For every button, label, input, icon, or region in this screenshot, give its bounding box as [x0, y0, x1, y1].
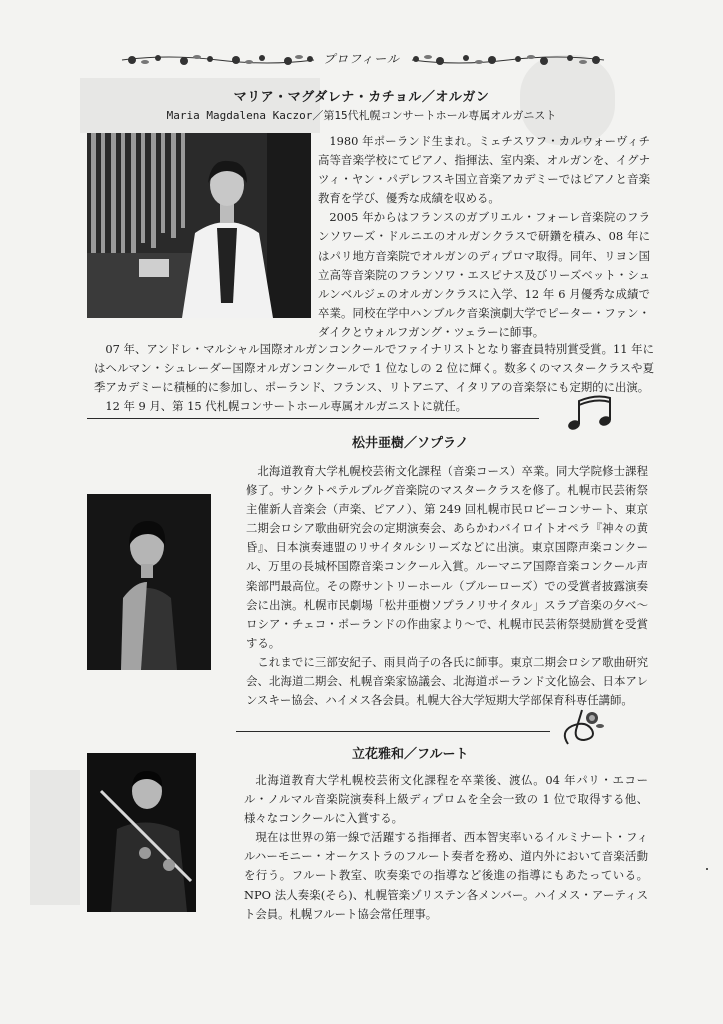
section-divider	[87, 418, 539, 419]
bio-paragraph: これまでに三部安紀子、雨貝尚子の各氏に師事。東京二期会ロシア歌曲研究会、北海道二期会、札幌音楽家協議会、北海道ポーランド文化協会、日本アレンスキー協会、ハイメス各会員。札幌大谷大学短期大学部保育科専任講師。	[246, 654, 648, 708]
profile-2-name: 松井亜樹／ソプラノ	[352, 436, 469, 451]
profile-3-photo	[87, 753, 196, 912]
music-notes-icon	[566, 392, 616, 434]
profile-3-bio	[244, 771, 648, 924]
bio-paragraph: 2005 年からはフランスのガブリエル・フォーレ音楽院のフランソワーズ・ドルニエのオルガンクラスで研鑽を積み、08 年にはパリ地方音楽院でオルガンのディプロマ取得。同年、リヨン国立高等音楽院のフランソワ・エスピナス及びリーズベット・シュルンベルジェのオルガンクラスに入学、12 年 6 月優秀な成績で卒業。同校在学中ハンブルク音楽演劇大学でピーター・ファン・ダイクとウォルフガング・ツェラーに師事。	[318, 210, 650, 339]
profile-1-photo	[87, 133, 311, 318]
profile-1-bio-intro	[318, 132, 650, 342]
bio-paragraph: 12 年 9 月、第 15 代札幌コンサートホール専属オルガニストに就任。	[105, 399, 468, 414]
page-title: プロフィール	[323, 52, 400, 66]
profile-3-name: 立花雅和／フルート	[352, 747, 469, 762]
bio-paragraph: 1980 年ポーランド生まれ。ミェチスワフ・カルウォーヴィチ高等音楽学校にてピアノ、指揮法、室内楽、オルガンを、イグナツィ・ヤン・パデレフスキ国立音楽アカデミーではピアノと音楽教育を学び、優秀な成績を収める。	[318, 134, 650, 206]
bio-paragraph: 現在は世界の第一線で活躍する指揮者、西本智実率いるイルミナート・フィルハーモニー・オーケストラのフルート奏者を務め、道内外において音楽活動を行う。フルート教室、吹奏楽での指導など後進の指導にもあたっている。NPO 法人奏楽(そら)、札幌管楽ゾリステン各メンバー。ハイメス・アーティスト会員。札幌フルート協会常任理事。	[244, 830, 648, 921]
show-through-shadow	[30, 770, 80, 905]
bio-paragraph: 07 年、アンドレ・マルシャル国際オルガンコンクールでファイナリストとなり審査員特別賞受賞。11 年にはヘルマン・シュレーダー国際オルガンコンクールで 1 位なしの 2 位に輝く。数多くのマスタークラスや夏季アカデミーに積極的に参加し、ポーランド、フランス、リトアニア、イタリアの音楽祭にも定期的に出演。	[94, 342, 654, 395]
speck	[706, 868, 708, 870]
section-divider	[236, 731, 550, 732]
profile-2-photo	[87, 494, 211, 670]
floral-ornament-right-icon	[408, 53, 608, 67]
profile-1-subtitle: Maria Magdalena Kaczor／第15代札幌コンサートホール専属オルガニスト	[166, 109, 557, 122]
bio-paragraph: 北海道教育大学札幌校芸術文化課程（音楽コース）卒業。同大学院修士課程修了。サンクトペテルブルグ音楽院のマスタークラスを修了。札幌市民芸術祭主催新人音楽会（声楽、ピアノ）、第 249 回札幌市民ロビーコンサート、東京二期会ロシア歌曲研究会の定期演奏会、あらかわバイロイトオペラ『神々の黄昏』、日本演奏連盟のリサイタルシリーズなどに出演。東京国際声楽コンクール、万里の長城杯国際音楽コンクール入賞。ルーマニア国際音楽コンクール声楽部門最高位。その際サントリーホール（ブルーローズ）での受賞者披露演奏会に出演。札幌市民劇場「松井亜樹ソプラノリサイタル」スラブ音楽の夕べ～ロシア・チェコ・ポーランドの作曲家より～で、札幌市民芸術祭奨励賞を受賞する。	[246, 464, 648, 650]
profile-1-name: マリア・マグダレナ・カチョル／オルガン	[233, 90, 490, 105]
bio-paragraph: 北海道教育大学札幌校芸術文化課程を卒業後、渡仏。04 年パリ・エコール・ノルマル音楽院演奏科上級ディプロムを全会一致の 1 位で取得する他、様々なコンクールに入賞する。	[244, 773, 648, 826]
treble-clef-rose-icon	[556, 706, 606, 750]
profile-2-bio	[246, 462, 648, 710]
